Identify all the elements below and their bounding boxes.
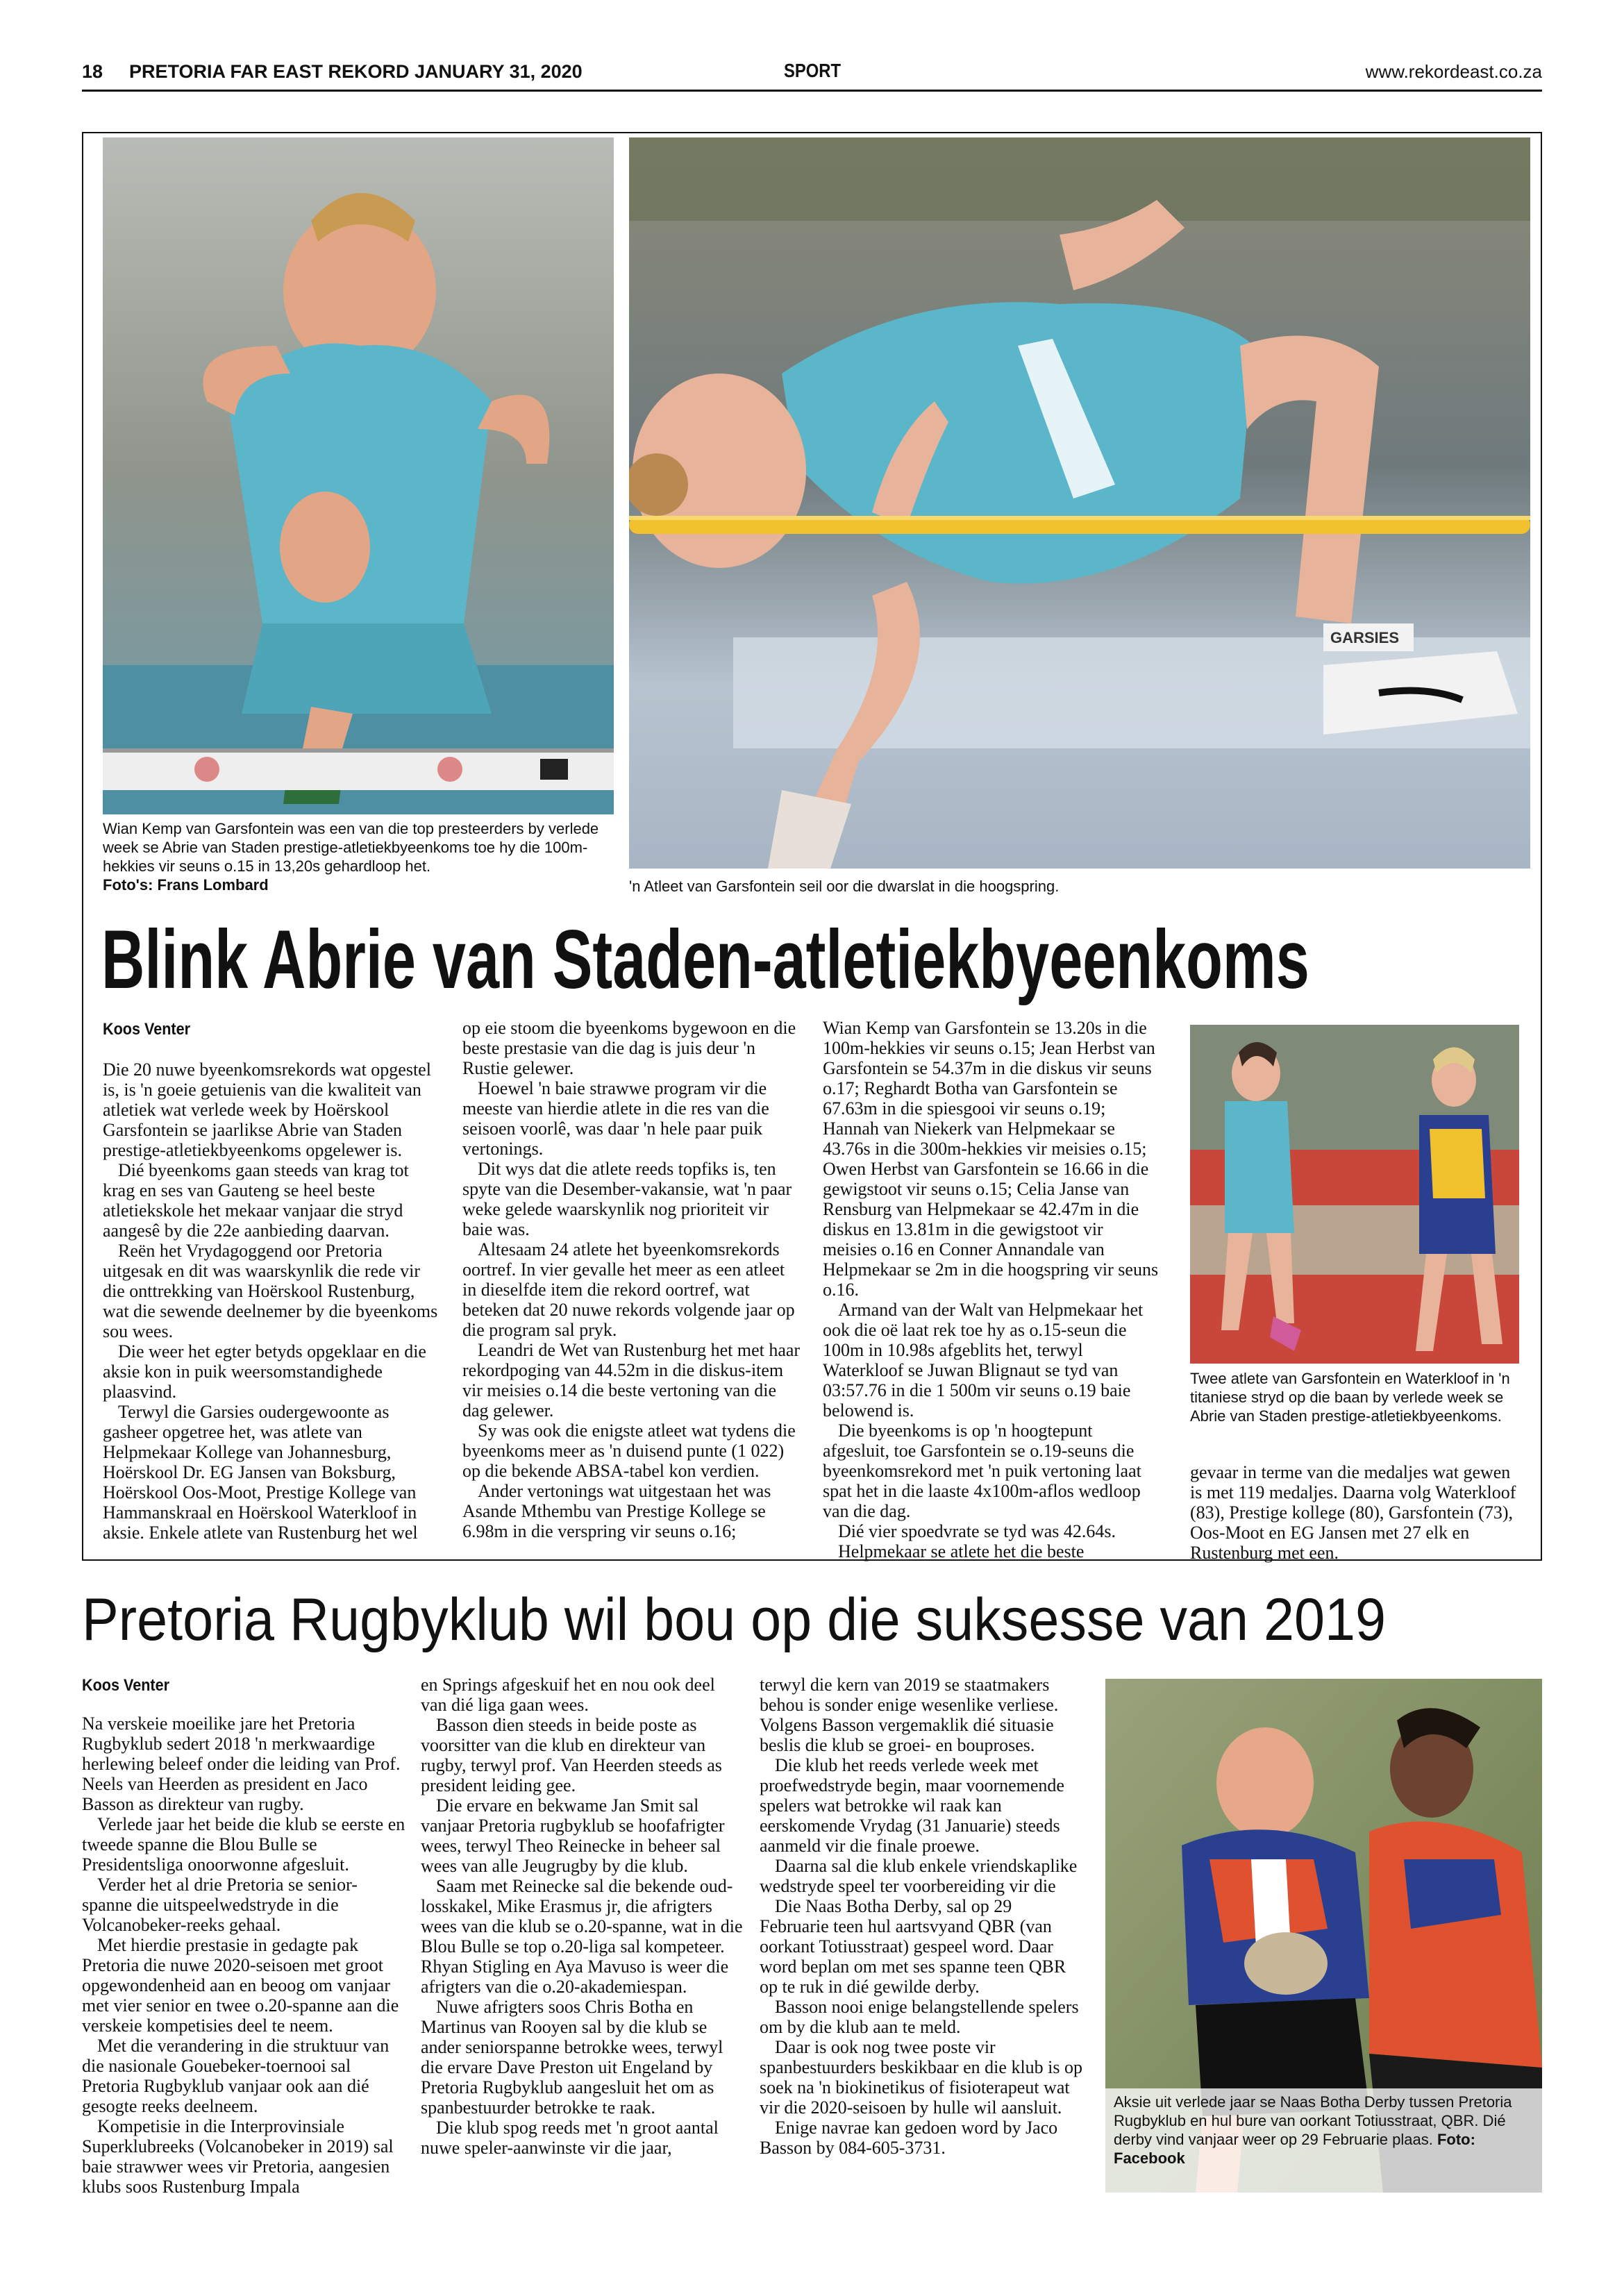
paragraph: Die klub het reeds verlede week met proefwedstryde begin, maar voornemende spelers wat betrokke wil raak kan eerskomende Vrydag (31 Januarie) steeds aanmeld vir die finale proewe.	[760, 1755, 1064, 1856]
paragraph: Basson nooi enige belangstellende spelers om by die klub aan te meld.	[760, 1997, 1079, 2037]
runners-photo-caption: Twee atlete van Garsfontein en Waterkloof in 'n titaniese stryd op die baan by verlede week se Abrie van Staden prestige-atletiekbyeenkoms.	[1190, 1370, 1510, 1425]
paragraph: Dit wys dat die atlete reeds topfiks is, ten spyte van die Desember-vakansie, wat 'n paar weke gelede waarskynlik nog prioriteit vir baie was.	[462, 1159, 792, 1239]
paragraph: Kompetisie in die Interprovinsiale Superklubreeks (Volcanobeker in 2019) sal baie strawwer wees vir Pretoria, aangesien klubs soos Rustenburg Impala	[82, 2116, 394, 2197]
rugby-caption-text: Aksie uit verlede jaar se Naas Botha Derby tussen Pretoria Rugbyklub en hul bure van oorkant Totiusstraat, QBR. Dié derby vind vanjaar weer op 29 Februarie plaas.	[1114, 2093, 1512, 2148]
paragraph: Nuwe afrigters soos Chris Botha en Martinus van Rooyen sal by die klub se ander seniorspanne betrokke wees, terwyl die ervare Dave Preston uit Engeland by Pretoria Rugbyklub aangesluit het om as spanbestuurder betrokke te raak.	[421, 1997, 723, 2118]
photo-credit-facebook: Foto: Facebook	[1114, 2131, 1475, 2167]
paragraph: Enige navrae kan gedoen word by Jaco Basson by 084-605-3731.	[760, 2118, 1058, 2158]
rugby-column-3	[760, 1675, 1083, 2158]
hurdler-photo	[103, 137, 614, 814]
paragraph: Sy was ook die enigste atleet wat tydens die byeenkoms meer as 'n duisend punte (1 022) op die bekende ABSA-tabel kon verdien.	[462, 1421, 796, 1481]
high-jump-photo-caption: 'n Atleet van Garsfontein seil oor die dwarslat in die hoogspring.	[629, 878, 1060, 895]
paragraph: Die weer het egter betyds opgeklaar en die aksie kon in puik weersomstandighede plaasvind.	[103, 1341, 426, 1402]
paragraph: Wian Kemp van Garsfontein se 13.20s in die 100m-hekkies vir seuns o.15; Jean Herbst van Garsfontein se 54.37m in die diskus vir seuns o.17; Reghardt Botha van Garsfontein se 67.63m in die spiesgooi vir seuns o.19; Hannah van Niekerk van Helpmekaar se 43.76s in die 300m-hekkies vir meisies o.15; Owen Herbst van Garsfontein se 16.66 in die gewigstoot vir seuns o.15; Celia Janse van Rensburg van Helpmekaar se 42.47m in die diskus en 13.81m in die gewigstoot vir meisies o.16 en Conner Annandale van Helpmekaar se 2m in die hoogspring vir seuns o.16.	[823, 1018, 1159, 1300]
paragraph: Na verskeie moeilike jare het Pretoria Rugbyklub sedert 2018 'n merkwaardige herlewing beleef onder die leiding van Prof. Neels van Heerden as president en Jaco Basson as direkteur van rugby.	[82, 1713, 401, 1814]
photo-credit-frans: Foto's: Frans Lombard	[103, 876, 269, 894]
paragraph: Saam met Reinecke sal die bekende oud-losskakel, Mike Erasmus jr, die afrigters wees van die klub se o.20-spanne, wat in die Blou Bulle se top o.20-liga sal kompeteer. Rhyan Stigling en Aya Mavuso is weer die afrigters van die o.20-akademiespan.	[421, 1876, 743, 1997]
paragraph: Verlede jaar het beide die klub se eerste en tweede spanne die Blou Bulle se Presidentsliga onoorwonne afgesluit.	[82, 1814, 405, 1875]
publication-line: PRETORIA FAR EAST REKORD JANUARY 31, 2020	[129, 61, 583, 82]
high-jump-photo	[629, 137, 1530, 869]
garsies-sock-text: GARSIES	[1330, 629, 1400, 646]
hurdler-caption-text: Wian Kemp van Garsfontein was een van die top presteerders by verlede week se Abrie van Staden prestige-atletiekbyeenkoms toe hy die 100m-hekkies vir seuns o.15 in 13,20s gehardloop het.	[103, 820, 599, 875]
athletics-column-2	[462, 1018, 801, 1541]
paragraph: terwyl die kern van 2019 se staatmakers behou is sonder enige wesenlike verliese. Volgens Basson vergemaklik dié situasie beslis die klub se groei- en bouproses.	[760, 1675, 1059, 1755]
rugby-headline: Pretoria Rugbyklub wil bou op die suksesse van 2019	[82, 1586, 1387, 1653]
paragraph: Dié vier spoedvrate se tyd was 42.64s.	[838, 1521, 1116, 1541]
paragraph: Die ervare en bekwame Jan Smit sal vanjaar Pretoria rugbyklub se hoofafrigter wees, terwyl Theo Reinecke in beheer sal wees van alle Jeugrugby by die klub.	[421, 1795, 725, 1876]
paragraph: Dié byeenkoms gaan steeds van krag tot krag en ses van Gauteng se heel beste atletiekskole het mekaar vanjaar die stryd aangesê by die 22e aanbieding daarvan.	[103, 1160, 409, 1241]
paragraph: Die klub spog reeds met 'n groot aantal nuwe speler-aanwinste vir die jaar,	[421, 2118, 719, 2158]
paragraph: Basson dien steeds in beide poste as voorsitter van die klub en direkteur van rugby, terwyl prof. Van Heerden steeds as president leiding gee.	[421, 1715, 722, 1795]
rugby-column-1	[82, 1713, 405, 2197]
website-url[interactable]: www.rekordeast.co.za	[1365, 61, 1542, 82]
paragraph: Terwyl die Garsies oudergewoonte as gasheer opgetree het, was atlete van Helpmekaar Kollege van Johannesburg, Hoërskool Dr. EG Jansen van Boksburg, Hoërskool Oos-Moot, Prestige Kollege van Hammanskraal en Hoërskool Waterkloof in aksie. Enkele atlete van Rustenburg het wel	[103, 1402, 418, 1543]
paragraph: Die byeenkoms is op 'n hoogtepunt afgesluit, toe Garsfontein se o.19-seuns die byeenkomsrekord met 'n puik vertoning laat spat het in die laaste 4x100m-aflos wedloop van die dag.	[823, 1421, 1141, 1521]
paragraph: Leandri de Wet van Rustenburg het met haar rekordpoging van 44.52m in die diskus-item vir meisies o.14 die beste vertoning van die dag gelewer.	[462, 1340, 801, 1421]
athletics-column-1	[103, 1059, 440, 1543]
paragraph: Reën het Vrydagoggend oor Pretoria uitgesak en dit was waarskynlik die rede vir die onttrekking van Hoërskool Rustenburg, wat die sewende deelnemer by die byeenkoms sou wees.	[103, 1241, 438, 1341]
paragraph: Verder het al drie Pretoria se senior-spanne die uitspeelwedstryde in die Volcanobeker-reeks gehaal.	[82, 1875, 358, 1935]
paragraph: Armand van der Walt van Helpmekaar het ook die oë laat rek toe hy as o.15-seun die 100m in 10.98s afgeblits het, terwyl Waterkloof se Juwan Blignaut se tyd van 03:57.76 in die 1 500m vir seuns o.19 baie belowend is.	[823, 1300, 1144, 1421]
page-header	[82, 61, 1542, 92]
paragraph: Ander vertonings wat uitgestaan het was Asande Mthembu van Prestige Kollege se 6.98m in die verspring vir seuns o.16;	[462, 1481, 771, 1541]
paragraph: Met hierdie prestasie in gedagte pak Pretoria die nuwe 2020-seisoen met groot opgewondenheid aan en beoog om vanjaar met vier senior en twee o.20-spanne aan die verskeie kompetisies deel te neem.	[82, 1935, 399, 2036]
rugby-byline: Koos Venter	[82, 1676, 170, 1695]
paragraph: Hoewel 'n baie strawwe program vir die meeste van hierdie atlete in die res van die seisoen voorlê, was daar 'n hele paar puik vertonings.	[462, 1078, 769, 1159]
paragraph: Die 20 nuwe byeenkomsrekords wat opgestel is, is 'n goeie getuienis van die kwaliteit van atletiek wat verlede week by Hoërskool Garsfontein se jaarlikse Abrie van Staden prestige-atletiekbyeenkoms opgelewer is.	[103, 1059, 431, 1160]
paragraph: Daar is ook nog twee poste vir spanbestuurders beskikbaar en die klub is op soek na 'n biokinetikus of fisioterapeut wat vir die 2020-seisoen by hulle wil aansluit.	[760, 2037, 1083, 2118]
rugby-photo-caption	[1114, 2093, 1537, 2168]
athletics-byline: Koos Venter	[103, 1020, 191, 1039]
paragraph: Die Naas Botha Derby, sal op 29 Februarie teen hul aartsvyand QBR (van oorkant Totiusstraat) gespeel word. Daar word beplan om met ses spanne teen QBR op te ruk in dié gewilde derby.	[760, 1896, 1066, 1997]
hurdler-photo-caption	[103, 819, 614, 894]
paragraph: gevaar in terme van die medaljes wat gewen is met 119 medaljes. Daarna volg Waterkloof (83), Prestige kollege (80), Garsfontein (73), Oos-Moot en EG Jansen met 27 elk en Rustenburg met een.	[1190, 1462, 1516, 1563]
paragraph: op eie stoom die byeenkoms bygewoon en die beste prestasie van die dag is juis deur 'n Rustie gelewer.	[462, 1018, 796, 1078]
rugby-column-2	[421, 1675, 744, 2158]
paragraph: Helpmekaar se atlete het die beste	[838, 1541, 1085, 1561]
athletics-column-4	[1190, 1462, 1519, 1563]
paragraph: Daarna sal die klub enkele vriendskaplike wedstryde speel ter voorbereiding vir die	[760, 1856, 1078, 1896]
athletics-headline: Blink Abrie van Staden-atletiekbyeenkoms	[101, 913, 1309, 1006]
page-number: 18	[82, 61, 103, 82]
runners-photo	[1190, 1025, 1519, 1364]
paragraph: en Springs afgeskuif het en nou ook deel van dié liga gaan wees.	[421, 1675, 715, 1715]
paragraph: Altesaam 24 atlete het byeenkomsrekords oortref. In vier gevalle het meer as een atleet in dieselfde item die rekord oortref, wat beteken dat 20 nuwe rekords volgende jaar op die program sal pryk.	[462, 1239, 795, 1340]
section-label: SPORT	[784, 60, 841, 81]
athletics-column-3	[823, 1018, 1161, 1561]
paragraph: Met die verandering in die struktuur van die nasionale Gouebeker-toernooi sal Pretoria Rugbyklub vanjaar ook aan dié gesogte reeks deelneem.	[82, 2036, 390, 2116]
